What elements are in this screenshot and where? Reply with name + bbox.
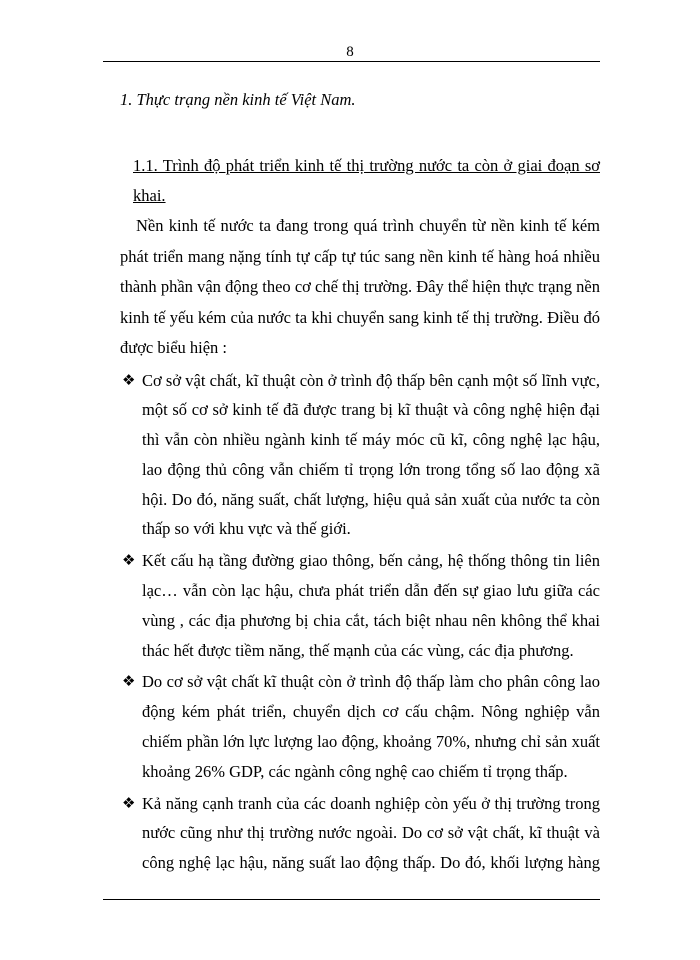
list-item-text: Do cơ sở vật chất kĩ thuật còn ở trình độ thấp làm cho phân công lao động kém phát triển, chuyển dịch cơ cấu chậm. Nông nghiệp vẫn chiếm phần lớn lực lượng lao động, khoảng 70%, nhưng chỉ sản xuất khoảng 26% GDP, các ngành công nghệ cao chiếm tỉ trọng thấp. <box>142 672 600 781</box>
list-item <box>120 667 600 786</box>
document-body <box>120 86 600 880</box>
four-diamond-bullet-icon: ❖ <box>122 370 136 389</box>
intro-paragraph: Nền kinh tế nước ta đang trong quá trình chuyển từ nền kinh tế kém phát triển mang nặng tính tự cấp tự túc sang nền kinh tế hàng hoá nhiều thành phần vận động theo cơ chế thị trường. Đây thể hiện thực trạng nền kinh tế yếu kém của nước ta khi chuyển sang kinh tế thị trường. Điều đó được biểu hiện : <box>120 216 600 357</box>
page-number: 8 <box>346 44 354 60</box>
list-item-text: Kả năng cạnh tranh của các doanh nghiệp còn yếu ở thị trường trong nước cũng như thị trường nước ngoài. Do cơ sở vật chất, kĩ thuật và công nghệ lạc hậu, năng suất lao động thấp. Do đó, khối lượng hàng <box>142 793 600 873</box>
section-title: 1.1. Trình độ phát triển kinh tế thị trường nước ta còn ở giai đoạn sơ khai. <box>133 156 600 205</box>
bullet-list <box>120 366 600 879</box>
footer-rule <box>103 899 600 900</box>
header-rule <box>103 61 600 62</box>
list-item-text: Kết cấu hạ tầng đường giao thông, bến cảng, hệ thống thông tin liên lạc… vẫn còn lạc hậu, chưa phát triển dẫn đến sự giao lưu giữa các vùng , các địa phương bị chia cắt, tách biệt nhau nên không thể khai thác hết được tiềm năng, thế mạnh của các vùng, các địa phương. <box>142 551 600 660</box>
list-item <box>120 366 600 545</box>
four-diamond-bullet-icon: ❖ <box>122 672 136 691</box>
list-item <box>120 789 600 878</box>
list-item-text: Cơ sở vật chất, kĩ thuật còn ở trình độ thấp bên cạnh một số lĩnh vực, một số cơ sở kinh tế đã được trang bị kĩ thuật và công nghệ hiện đại thì vẫn còn nhiều ngành kinh tế máy móc cũ kĩ, công nghệ lạc hậu, lao động thủ công vẫn chiếm tỉ trọng lớn trong tổng số lao động xã hội. Do đó, năng suất, chất lượng, hiệu quả sản xuất của nước ta còn thấp so với khu vực và thế giới. <box>142 370 600 539</box>
chapter-title: 1. Thực trạng nền kinh tế Việt Nam. <box>120 90 356 109</box>
four-diamond-bullet-icon: ❖ <box>122 793 136 812</box>
list-item <box>120 546 600 665</box>
four-diamond-bullet-icon: ❖ <box>122 551 136 570</box>
